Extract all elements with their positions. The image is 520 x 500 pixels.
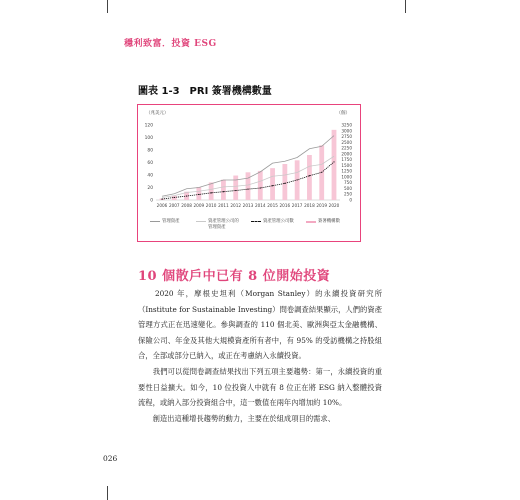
x-tick-label: 2016 [279, 203, 291, 208]
crop-mark-top-right [405, 0, 406, 13]
series-point [223, 191, 224, 192]
series-point [211, 192, 212, 193]
signatory-bar [246, 172, 251, 200]
signatory-bar [307, 155, 312, 200]
series-point [309, 175, 310, 176]
x-tick-label: 2018 [304, 203, 315, 208]
series-point [198, 194, 199, 195]
x-tick-label: 2012 [230, 203, 242, 208]
series-point [321, 172, 322, 173]
legend-item [196, 219, 239, 231]
signatory-bar [282, 164, 287, 200]
running-head: 穩利致富．投資 ESG [124, 39, 217, 49]
series-point [235, 190, 236, 191]
figure-caption: 圖表 1-3 PRI 簽署機構數量 [138, 86, 272, 97]
right-tick-label: 3000 [341, 128, 352, 134]
left-axis-unit-label: （兆美元） [146, 111, 169, 116]
series-point [333, 161, 334, 162]
x-tick-label: 2015 [267, 203, 278, 208]
paragraph: 2020 年，摩根史坦利（Morgan Stanley）的永續投資研究所（Institute for Sustainable Investing）問卷調查結果顯示，人們的資產管理方式正在迅速變化。參與調查的 110 個北美、歐洲與亞太金融機構、保險公司、年金及其他大規模資產所有者中，有 95% 的受訪機構之持股組合，全部或部分已納入，或正在考慮納入永續投資。 [138, 289, 382, 361]
right-tick-label: 500 [344, 185, 352, 191]
series-point [247, 189, 248, 190]
left-tick-label: 100 [144, 136, 153, 141]
left-tick-label: 120 [144, 123, 153, 129]
legend-swatch [150, 221, 160, 222]
x-tick-label: 2020 [328, 203, 340, 208]
left-tick-label: 20 [147, 186, 153, 191]
legend-label: 簽署機構數 [318, 219, 340, 224]
legend-swatch [196, 221, 206, 222]
right-tick-label: 3250 [341, 122, 352, 128]
right-tick-label: 250 [344, 191, 352, 197]
legend-label: 管理資產 [162, 219, 180, 224]
signatory-bar [196, 187, 201, 200]
left-tick-label: 0 [150, 198, 153, 204]
page-number: 026 [103, 454, 118, 463]
section-heading: 10 個散戶中已有 8 位開始投資 [138, 269, 331, 284]
legend-swatch [251, 221, 261, 222]
right-tick-label: 1500 [341, 162, 352, 168]
series-point [272, 185, 273, 186]
left-tick-label: 80 [147, 148, 153, 154]
left-tick-label: 40 [147, 173, 153, 179]
x-tick-label: 2017 [291, 203, 303, 208]
signatory-bar [332, 130, 337, 200]
right-tick-label: 2000 [341, 151, 352, 157]
crop-mark-bottom-left [107, 486, 108, 500]
legend-item [306, 219, 340, 225]
right-axis-unit-label: （個） [336, 111, 350, 116]
right-tick-label: 1250 [341, 168, 352, 174]
signatory-bar [221, 180, 226, 200]
x-tick-label: 2008 [181, 203, 192, 208]
right-tick-label: 2750 [341, 134, 352, 140]
x-tick-label: 2011 [218, 203, 229, 208]
left-tick-label: 60 [147, 161, 153, 166]
legend-item [150, 219, 180, 225]
chart-legend [138, 213, 360, 239]
right-tick-label: 2500 [341, 139, 352, 145]
series-point [186, 195, 187, 196]
series-point [284, 183, 285, 184]
signatory-bar [233, 176, 238, 200]
series-point [260, 187, 261, 188]
x-tick-label: 2006 [156, 203, 168, 208]
legend-label: 資產管理公司的 管理資產 [208, 219, 239, 230]
chart-svg [138, 105, 360, 213]
legend-swatch [306, 221, 316, 223]
x-tick-label: 2010 [205, 203, 217, 208]
right-tick-label: 2250 [341, 145, 352, 151]
body-text [138, 286, 382, 426]
series-point [174, 197, 175, 198]
right-tick-label: 750 [344, 180, 352, 186]
right-tick-label: 0 [349, 197, 352, 203]
chart-frame [137, 104, 361, 242]
legend-item [251, 219, 294, 225]
crop-mark-top-left [107, 0, 108, 13]
signatory-bar [209, 182, 214, 200]
signatory-bar [258, 171, 263, 200]
right-tick-label: 1000 [341, 174, 352, 180]
paragraph: 創造出這種增長趨勢的動力，主要在於組成項目的需求、 [138, 413, 336, 423]
paragraph: 我們可以從問卷調查結果找出下列五項主要趨勢：第一，永續投資的重要性日益擴大。如今，10 位投資人中就有 8 位正在將 ESG 納入整體投資流程，或納入部分投資組合中，這一數值在兩年內增加約 10%。 [138, 366, 382, 408]
x-tick-label: 2007 [168, 203, 180, 208]
x-tick-label: 2014 [254, 203, 266, 208]
series-point [297, 179, 298, 180]
x-tick-label: 2009 [193, 203, 205, 208]
right-tick-label: 1750 [341, 157, 352, 163]
legend-label: 資產管理公司數 [263, 219, 294, 224]
series-point [161, 198, 162, 199]
x-tick-label: 2019 [316, 203, 328, 208]
x-tick-label: 2013 [242, 203, 254, 208]
signatory-bar [270, 168, 275, 200]
